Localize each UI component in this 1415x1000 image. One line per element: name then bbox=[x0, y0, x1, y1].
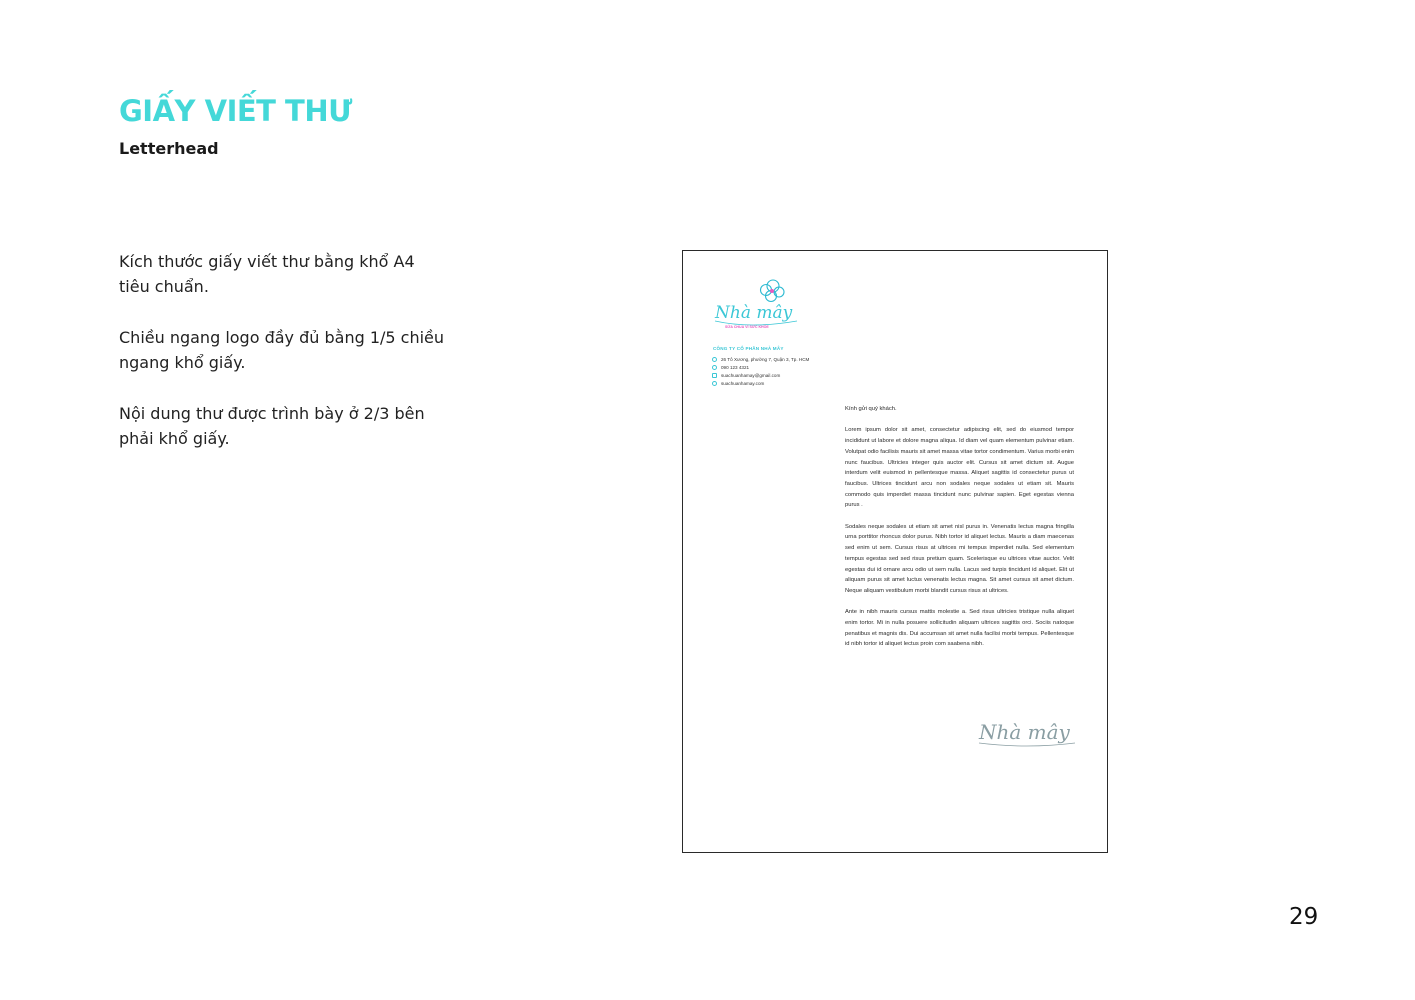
contact-email bbox=[712, 371, 809, 379]
page-title: GIẤY VIẾT THƯ bbox=[119, 94, 352, 128]
location-icon bbox=[712, 357, 717, 362]
signature bbox=[977, 713, 1077, 751]
contact-phone bbox=[712, 363, 809, 371]
letter-paragraph: Sodales neque sodales ut etiam sit amet nisl purus in. Venenatis lectus magna fringilla urna porttitor rhoncus dolor purus. Nibh tortor id aliquet lectus. Mauris a diam maecenas sed enim ut sem. Cursus risus at ultrices mi tempus imperdiet nulla. Sed elementum tempus egestas sed sed risus pretium quam. Scelerisque eu ultrices vitae auctor. Velit egestas dui id ornare arcu odio ut sem nulla. Lacus sed turpis tincidunt id aliquet. Elit ut aliquam purus sit amet luctus venenatis lectus magna. Sit amet cursus sit amet dictum. Neque aliquam vestibulum morbi blandit cursus risus at ultrices. bbox=[845, 523, 1074, 594]
logo-wordmark: Nhà mây bbox=[715, 303, 793, 323]
letterhead-preview bbox=[682, 250, 1108, 853]
page-number: 29 bbox=[1289, 904, 1319, 930]
web-icon bbox=[712, 381, 717, 386]
logo-tagline: SỮA CHUA VÌ SỨC KHỎE bbox=[725, 325, 769, 329]
contact-list bbox=[712, 355, 809, 387]
signature-text: Nhà mây bbox=[979, 720, 1070, 744]
description-logo-width: Chiều ngang logo đầy đủ bằng 1/5 chiều ngang khổ giấy. bbox=[119, 328, 445, 372]
letter-body bbox=[845, 404, 1074, 661]
description-size: Kích thước giấy viết thư bằng khổ A4 tiêu chuẩn. bbox=[119, 252, 415, 296]
letter-greeting: Kính gửi quý khách. bbox=[845, 406, 897, 412]
letter-paragraph: Ante in nibh mauris cursus mattis molestie a. Sed risus ultricies tristique nulla aliquet enim tortor. Mi in nulla posuere sollicitudin aliquam ultrices sagittis orci. Sociis natoque penatibus et magnis dis. Dui accumsan sit amet nulla facilisi morbi tempus. Pellentesque id nibh tortor id aliquet lectus proin com saabena nibh. bbox=[845, 609, 1074, 648]
description bbox=[119, 249, 449, 477]
contact-email-text: suachuanhamay@gmail.com bbox=[721, 372, 781, 378]
contact-address bbox=[712, 355, 809, 363]
logo-dot bbox=[770, 289, 774, 293]
page-subtitle: Letterhead bbox=[119, 139, 219, 158]
letter-paragraph: Lorem ipsum dolor sit amet, consectetur adipiscing elit, sed do eiusmod tempor incididunt ut labore et dolore magna aliqua. Id diam vel quam elementum pulvinar etiam. Volutpat odio facilisis mauris sit amet massa vitae tortor condimentum. Varius morbi enim nunc faucibus. Ultricies integer quis auctor elit. Cursus sit amet dictum sit. Augue interdum velit euismod in pellentesque massa. Aliquet sagittis id consectetur purus ut faucibus. Ultrices tincidunt arcu non sodales neque sodales ut etiam sit. Mauris commodo quis imperdiet massa tincidunt nunc pulvinar sapien. Eget egestas vienna purus . bbox=[845, 427, 1074, 509]
description-content-layout: Nội dung thư được trình bày ở 2/3 bên phải khổ giấy. bbox=[119, 404, 425, 448]
mail-icon bbox=[712, 373, 717, 378]
contact-address-text: 26 Tô Xương, phường 7, Quận 3, Tp. HCM bbox=[721, 356, 810, 362]
company-name: CÔNG TY CỔ PHẦN NHÀ MÂY bbox=[713, 346, 784, 351]
contact-phone-text: 090 123 4321 bbox=[721, 364, 750, 370]
contact-website bbox=[712, 379, 809, 387]
brand-logo bbox=[711, 277, 801, 335]
phone-icon bbox=[712, 365, 717, 370]
contact-website-text: suachuanhamay.com bbox=[721, 380, 765, 386]
